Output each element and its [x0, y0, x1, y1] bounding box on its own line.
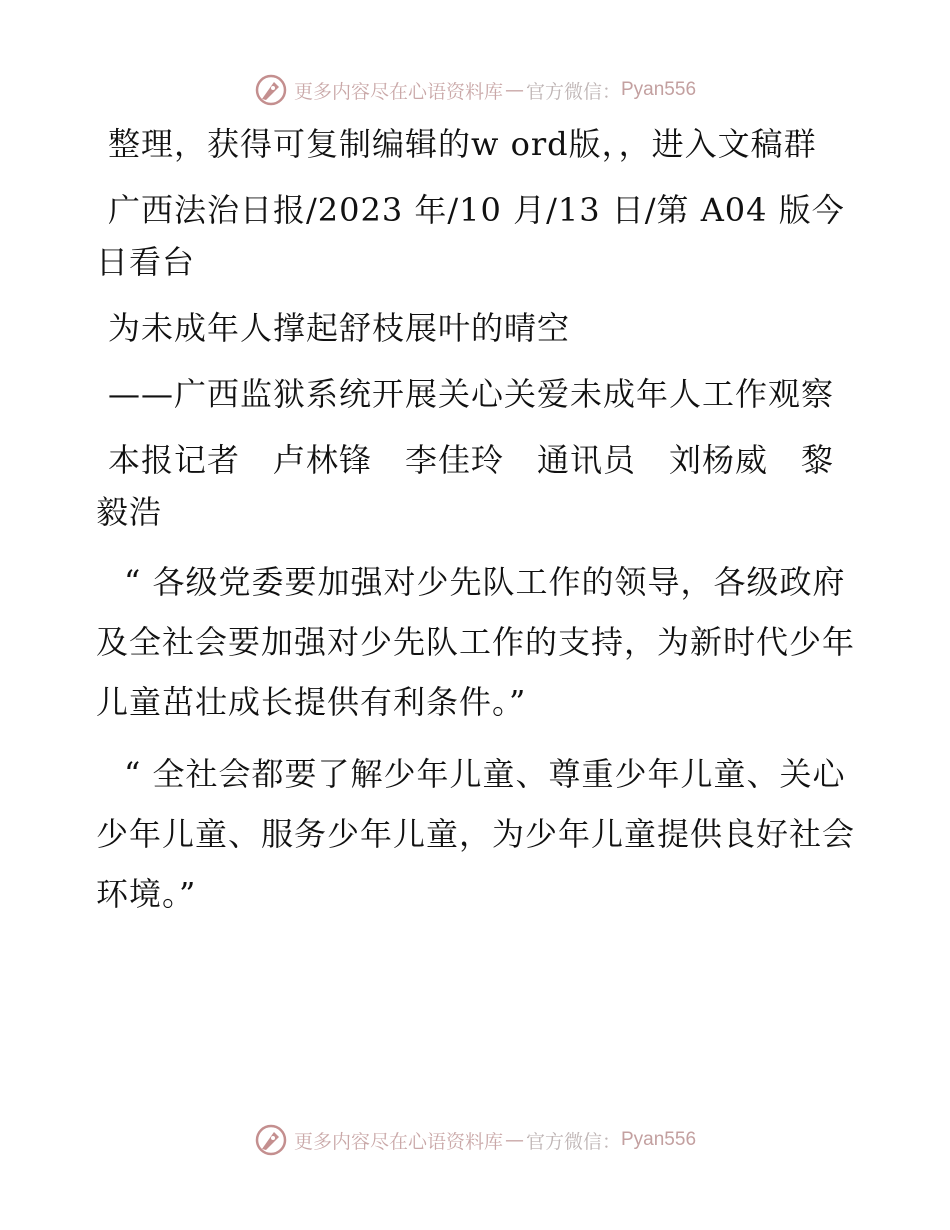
intro-paragraph: 整理，获得可复制编辑的w ord版，，进入文稿群: [108, 125, 817, 163]
watermark-separator: —: [504, 1129, 524, 1151]
source-line: 广西法治日报/2023 年/10 月/13 日/第 A04 版今日看台: [96, 191, 845, 281]
watermark-wechat-id: Pyan556: [621, 1129, 697, 1150]
watermark-site-text: 更多内容尽在心语资料库: [293, 80, 503, 103]
footer-watermark: [0, 1120, 950, 1160]
header-watermark: [0, 70, 950, 110]
quote-paragraph: “ 全社会都要了解少年儿童、尊重少年儿童、关心少年儿童、服务少年儿童，为少年儿童提供良好社会环境。”: [96, 755, 856, 913]
pen-nib-logo-icon: [254, 73, 288, 107]
byline: 本报记者 卢林锋 李佳玲 通讯员 刘杨威 黎毅浩: [96, 441, 835, 531]
watermark-wechat-label: 官方微信：: [525, 1130, 621, 1153]
article-subtitle: ——广西监狱系统开展关心关爱未成年人工作观察: [108, 375, 835, 413]
article-title: 为未成年人撑起舒枝展叶的晴空: [108, 309, 571, 347]
watermark-wechat-id: Pyan556: [621, 79, 697, 100]
watermark-site-text: 更多内容尽在心语资料库: [293, 1130, 503, 1153]
watermark-separator: —: [504, 79, 524, 101]
watermark-wechat-label: 官方微信：: [525, 80, 621, 103]
quote-paragraph: “ 各级党委要加强对少先队工作的领导，各级政府及全社会要加强对少先队工作的支持，为新时代少年儿童茁壮成长提供有利条件。”: [96, 563, 856, 721]
document-body: [96, 118, 856, 936]
pen-nib-logo-icon: [254, 1123, 288, 1157]
